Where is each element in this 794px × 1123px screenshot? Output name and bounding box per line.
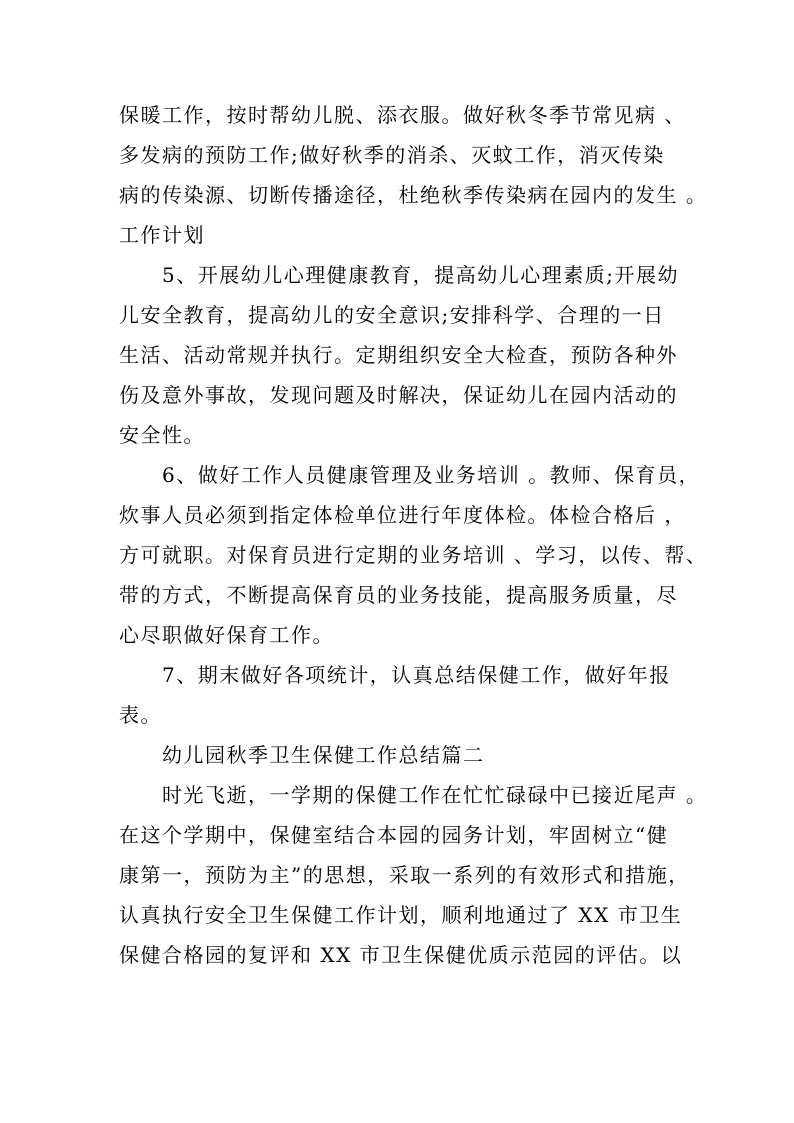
text-line: 伤及意外事故，发现问题及时解决，保证幼儿在园内活动的: [119, 383, 678, 407]
section-heading: 幼儿园秋季卫生保健工作总结篇二: [162, 743, 485, 767]
text-line: 方可就职。对保育员进行定期的业务培训 、学习，以传、帮、: [119, 543, 708, 567]
document-body: [119, 95, 708, 975]
text-line: 在这个学期中，保健室结合本园的园务计划，牢固树立“健: [119, 823, 669, 847]
paragraph-first-line: 5、开展幼儿心理健康教育，提高幼儿心理素质;开展幼: [162, 263, 679, 287]
text-line: 儿安全教育，提高幼儿的安全意识;安排科学、合理的一日: [119, 303, 665, 327]
text-line: 病的传染源、切断传播途径，杜绝秋季传染病在园内的发生 。: [119, 183, 708, 207]
text-line: 保健合格园的复评和 XX 市卫生保健优质示范园的评估。以: [119, 943, 683, 967]
paragraph-first-line: 6、做好工作人员健康管理及业务培训 。教师、保育员，: [162, 463, 701, 487]
text-line: 保暖工作，按时帮幼儿脱、添衣服。做好秋冬季节常见病 、: [119, 103, 686, 127]
text-line: 心尽职做好保育工作。: [119, 623, 334, 647]
text-line: 认真执行安全卫生保健工作计划，顺利地通过了 XX 市卫生: [119, 903, 683, 927]
text-line: 安全性。: [119, 423, 205, 447]
text-line: 康第一，预防为主”的思想，采取一系列的有效形式和措施，: [119, 863, 690, 887]
text-line: 炊事人员必须到指定体检单位进行年度体检。体检合格后 ，: [119, 503, 686, 527]
text-line: 多发病的预防工作;做好秋季的消杀、灭蚊工作，消灭传染: [119, 143, 665, 167]
text-line: 带的方式，不断提高保育员的业务技能，提高服务质量，尽: [119, 583, 678, 607]
text-line: 表。: [119, 703, 162, 727]
paragraph-first-line: 时光飞逝，一学期的保健工作在忙忙碌碌中已接近尾声 。: [162, 783, 708, 807]
text-line: 生活、活动常规并执行。定期组织安全大检查，预防各种外: [119, 343, 678, 367]
text-line: 工作计划: [119, 223, 205, 247]
paragraph-first-line: 7、期末做好各项统计，认真总结保健工作，做好年报: [162, 663, 671, 687]
